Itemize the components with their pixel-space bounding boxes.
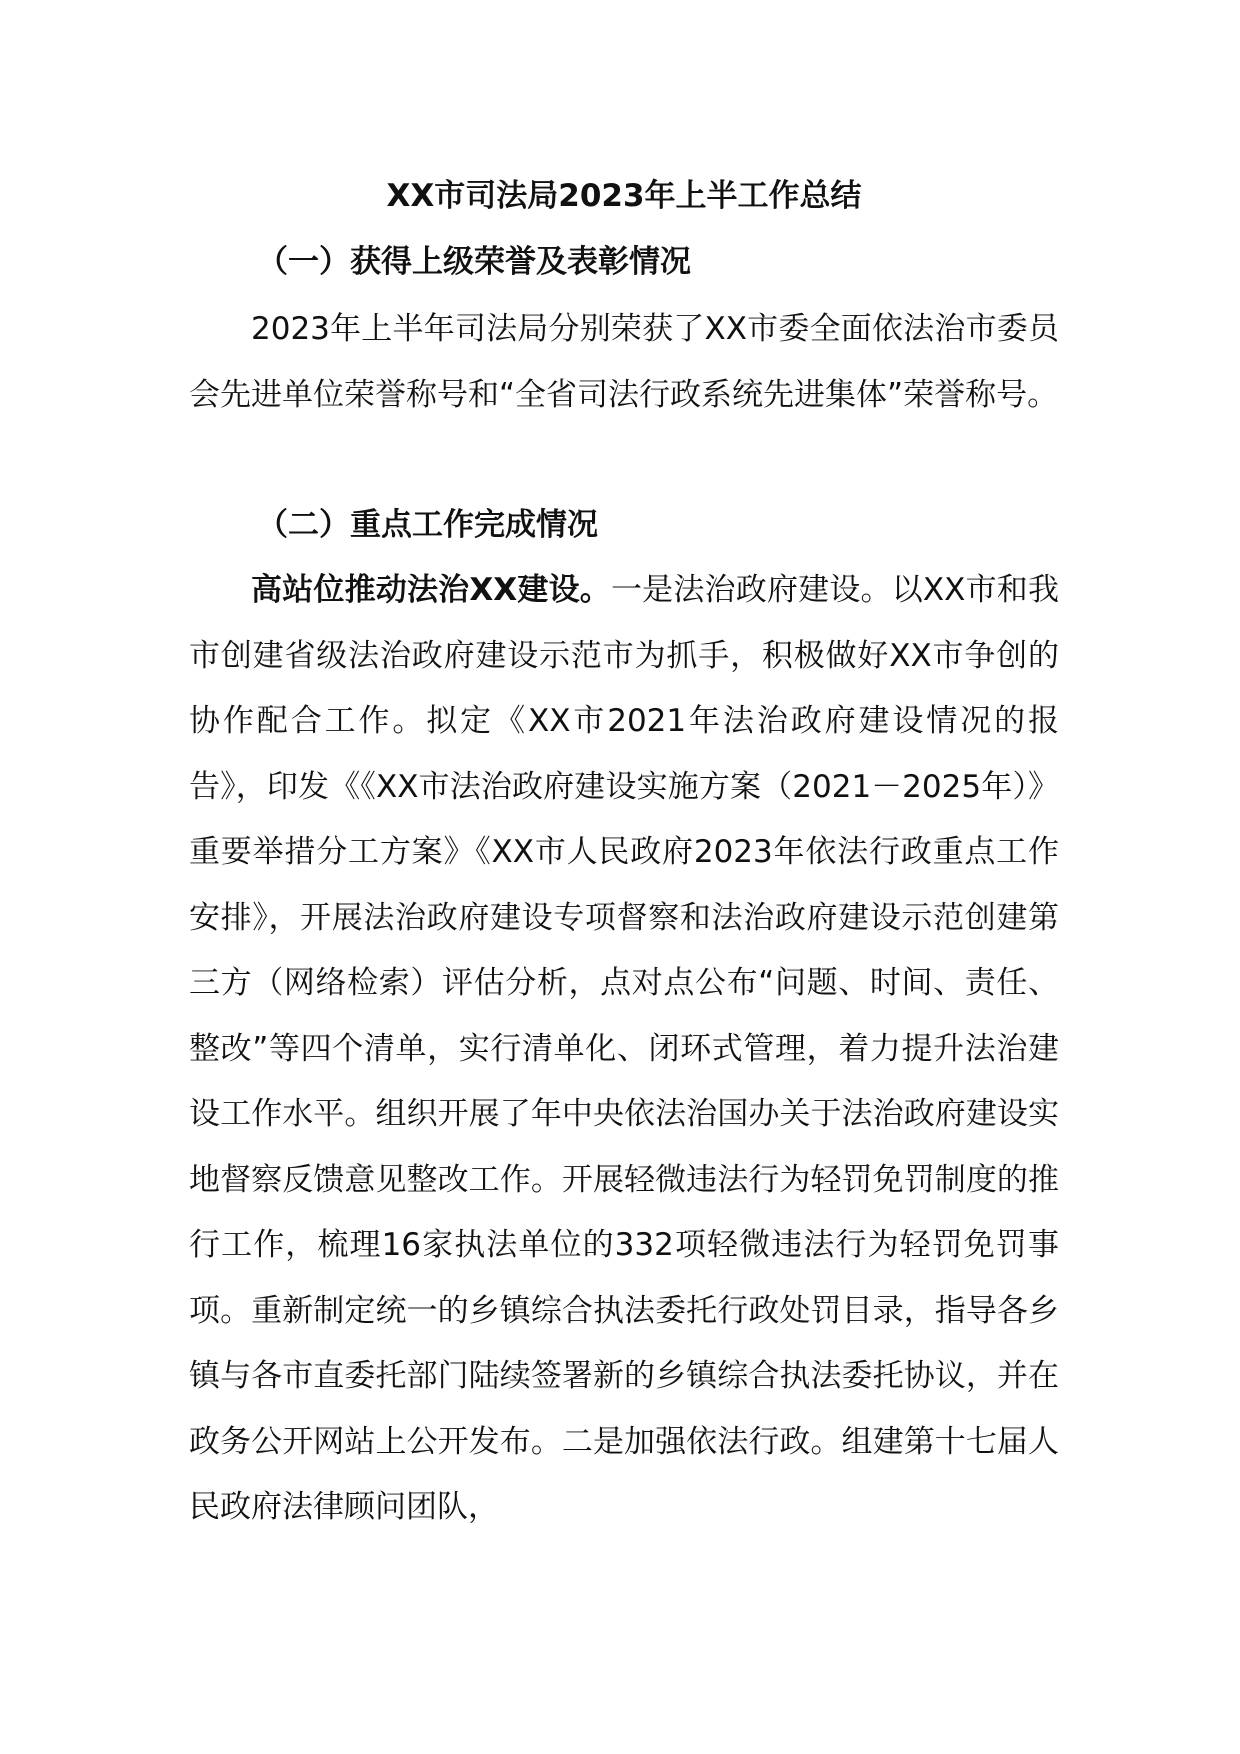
section-paragraph-honors: 2023年上半年司法局分别荣获了XX市委全面依法治市委员会先进单位荣誉称号和“全省司法行政系统先进集体”荣誉称号。: [189, 311, 1059, 413]
paragraph-lead-phrase: 高站位推动法治XX建设。: [251, 572, 611, 608]
paragraph-body-text: 一是法治政府建设。以XX市和我市创建省级法治政府建设示范市为抓手，积极做好XX市争创的协作配合工作。拟定《XX市2021年法治政府建设情况的报告》，印发《《XX市法治政府建设实施方案（2021－2025年）》重要举措分工方案》《XX市人民政府2023年依法行政重点工作安排》，开展法治政府建设专项督察和法治政府建设示范创建第三方（网络检索）评估分析，点对点公布“问题、时间、责任、整改”等四个清单，实行清单化、闭环式管理，着力提升法治建设工作水平。组织开展了年中央依法治国办关于法治政府建设实地督察反馈意见整改工作。开展轻微违法行为轻罚免罚制度的推行工作，梳理16家执法单位的332项轻微违法行为轻罚免罚事项。重新制定统一的乡镇综合执法委托行政处罚目录，指导各乡镇与各市直委托部门陆续签署新的乡镇综合执法委托协议，并在政务公开网站上公开发布。二是加强依法行政。组建第十七届人民政府法律顾问团队，: [189, 572, 1059, 1525]
section-heading-key-work: （二）重点工作完成情况: [257, 507, 598, 543]
section-heading-honors: （一）获得上级荣誉及表彰情况: [257, 244, 691, 280]
section-paragraph-key-work: [189, 558, 1059, 1541]
document-title: XX市司法局2023年上半工作总结: [386, 178, 862, 214]
